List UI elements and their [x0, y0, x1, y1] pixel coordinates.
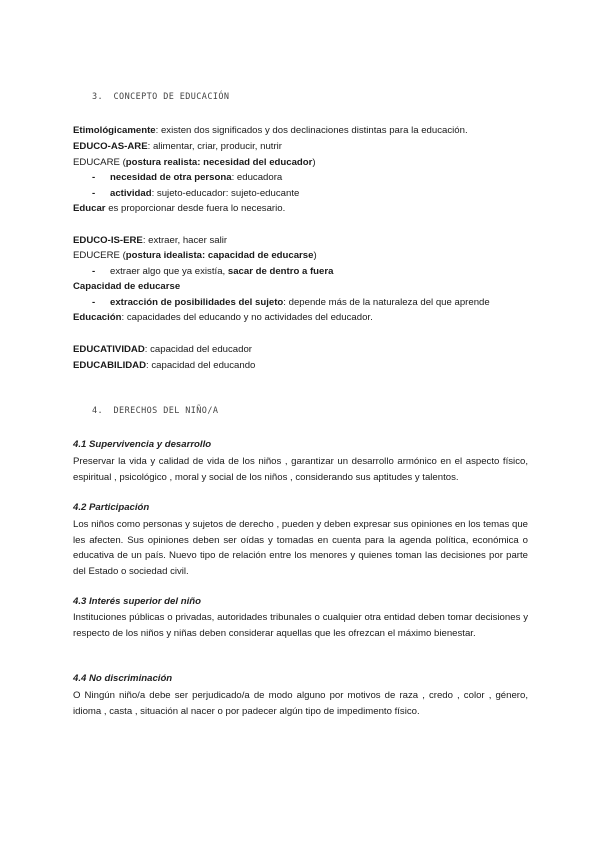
section-4-number: 4. [92, 406, 104, 416]
educo-is-ere-line: EDUCO-IS-ERE: extraer, hacer salir [73, 235, 228, 246]
bullet-extraer: - extraer algo que ya existía, sacar de dentro a fuera [92, 266, 334, 277]
educo-as-are-line: EDUCO-AS-ARE: alimentar, criar, producir, nutrir [73, 141, 282, 152]
educatividad-line: EDUCATIVIDAD: capacidad del educador [73, 344, 252, 355]
educere-line: EDUCERE (postura idealista: capacidad de educarse) [73, 250, 317, 261]
educabilidad-line: EDUCABILIDAD: capacidad del educando [73, 360, 256, 371]
right-text-no-discriminacion: O Ningún niño/a debe ser perjudicado/a de modo alguno por motivos de raza , credo , color , género, idioma , casta , situación al nacer o por padecer algún tipo de impedimento físico. [73, 690, 528, 717]
bullet-necesidad: - necesidad de otra persona: educadora [92, 172, 283, 183]
section-3-title: CONCEPTO DE EDUCACIÓN [113, 92, 230, 102]
section-4-heading [92, 406, 218, 416]
right-text-supervivencia: Preservar la vida y calidad de vida de los niños , garantizar un desarrollo armónico en el aspecto físico, espiritual , psicológico , moral y social de los niños , considerando sus aptitudes y talentos. [73, 456, 528, 483]
bullet-actividad: - actividad: sujeto-educador: sujeto-educante [92, 188, 300, 199]
right-heading-no-discriminacion: 4.4 No discriminación [73, 673, 173, 684]
educare-line: EDUCARE (postura realista: necesidad del educador) [73, 157, 316, 168]
right-text-interes-superior: Instituciones públicas o privadas, autoridades tribunales o cualquier otra entidad deben tomar decisiones y respecto de los niños y niñas deben considerar aquellas que les ofrezcan el máximo bienestar. [73, 612, 528, 639]
right-heading-interes-superior: 4.3 Interés superior del niño [73, 596, 201, 607]
right-heading-supervivencia: 4.1 Supervivencia y desarrollo [73, 439, 212, 450]
right-text-participacion: Los niños como personas y sujetos de derecho , pueden y deben expresar sus opiniones en los temas que les afecten. Sus opiniones deben ser oídas y tomadas en cuenta para la agenda política, económica o educativa de un país. Nuevo tipo de relación entre los menores y quienes toman las decisiones por parte del Estado o sociedad civil. [73, 519, 528, 577]
section-4-title: DERECHOS DEL NIÑO/A [113, 406, 219, 416]
educacion-line: Educación: capacidades del educando y no actividades del educador. [73, 312, 373, 323]
bullet-extraccion: - extracción de posibilidades del sujeto: depende más de la naturaleza del que aprende [92, 297, 490, 308]
section-3-number: 3. [92, 92, 104, 102]
section-3-heading [92, 92, 229, 102]
right-heading-participacion: 4.2 Participación [73, 502, 150, 513]
etimologicamente-line: Etimológicamente: existen dos significados y dos declinaciones distintas para la educación. [73, 125, 468, 136]
capacidad-line: Capacidad de educarse [73, 281, 181, 292]
educar-line: Educar es proporcionar desde fuera lo necesario. [73, 203, 286, 214]
